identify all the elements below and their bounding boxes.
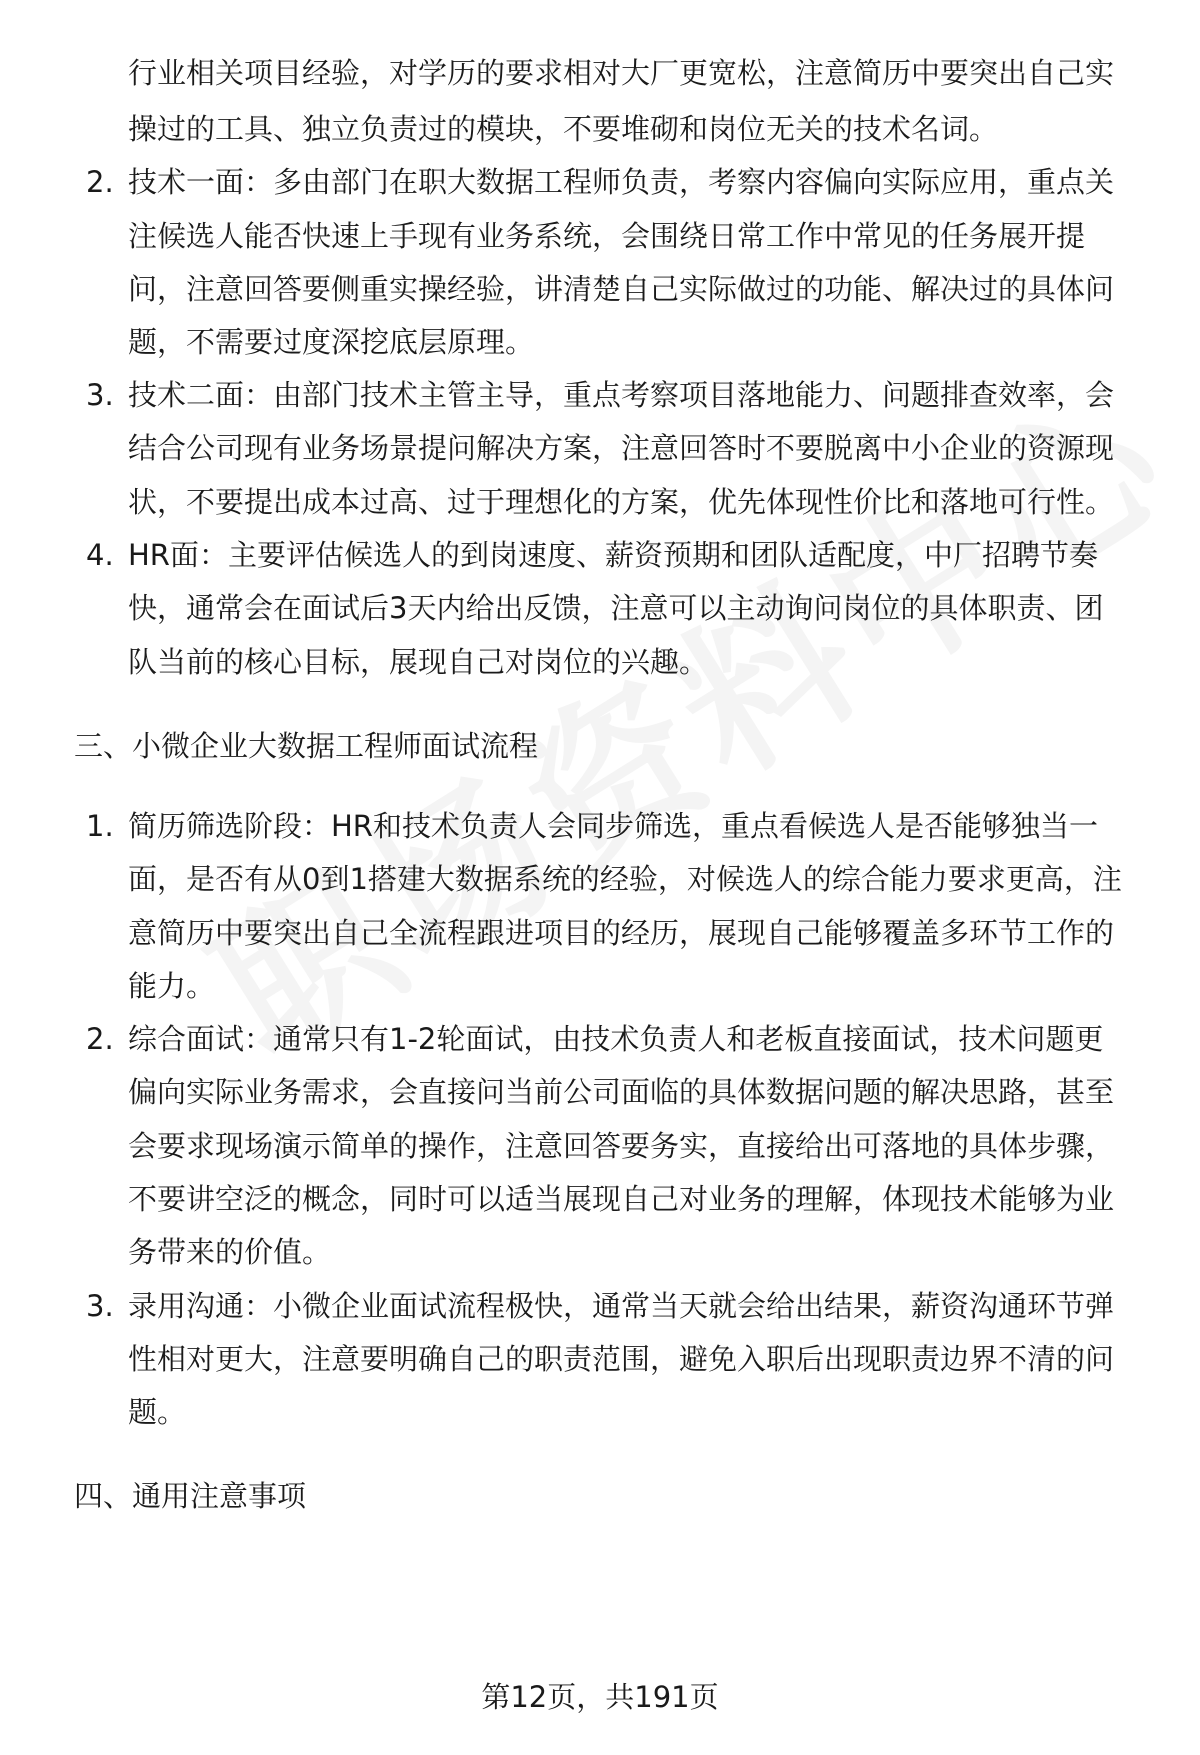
paragraph-line: 务带来的价值。	[128, 1235, 332, 1269]
paragraph-line: 性相对更大，注意要明确自己的职责范围，避免入职后出现职责边界不清的问	[128, 1342, 1115, 1376]
page-number: 第12页，共191页	[481, 1680, 719, 1714]
paragraph-line: 不要讲空泛的概念，同时可以适当展现自己对业务的理解，体现技术能够为业	[128, 1182, 1115, 1216]
paragraph-line: 技术一面：多由部门在职大数据工程师负责，考察内容偏向实际应用，重点关	[128, 165, 1115, 199]
paragraph-line: 综合面试：通常只有1-2轮面试，由技术负责人和老板直接面试，技术问题更	[128, 1022, 1104, 1056]
paragraph-line: 简历筛选阶段：HR和技术负责人会同步筛选，重点看候选人是否能够独当一	[128, 809, 1098, 843]
paragraph-line: 偏向实际业务需求，会直接问当前公司面临的具体数据问题的解决思路，甚至	[128, 1075, 1115, 1109]
paragraph-line: 录用沟通：小微企业面试流程极快，通常当天就会给出结果，薪资沟通环节弹	[128, 1289, 1115, 1323]
paragraph-line: 结合公司现有业务场景提问解决方案，注意回答时不要脱离中小企业的资源现	[128, 431, 1115, 465]
section-heading: 三、小微企业大数据工程师面试流程	[74, 729, 539, 763]
paragraph-line: 队当前的核心目标，展现自己对岗位的兴趣。	[128, 645, 709, 679]
paragraph-line: HR面：主要评估候选人的到岗速度、薪资预期和团队适配度，中厂招聘节奏	[128, 538, 1098, 572]
paragraph-line: 题。	[128, 1395, 187, 1429]
section-heading: 四、通用注意事项	[74, 1479, 307, 1513]
paragraph-line: 会要求现场演示简单的操作，注意回答要务实，直接给出可落地的具体步骤，	[128, 1129, 1115, 1163]
paragraph-line: 操过的工具、独立负责过的模块，不要堆砌和岗位无关的技术名词。	[128, 112, 999, 146]
paragraph-line: 快，通常会在面试后3天内给出反馈，注意可以主动询问岗位的具体职责、团	[128, 591, 1104, 625]
paragraph-line: 意简历中要突出自己全流程跟进项目的经历，展现自己能够覆盖多环节工作的	[128, 916, 1115, 950]
list-number: 2.	[86, 1022, 114, 1056]
list-number: 4.	[86, 538, 114, 572]
paragraph-line: 题，不需要过度深挖底层原理。	[128, 325, 535, 359]
paragraph-line: 面，是否有从0到1搭建大数据系统的经验，对候选人的综合能力要求更高，注	[128, 862, 1122, 896]
list-number: 3.	[86, 378, 114, 412]
list-number: 3.	[86, 1289, 114, 1323]
list-number: 1.	[86, 809, 114, 843]
paragraph-line: 状，不要提出成本过高、过于理想化的方案，优先体现性价比和落地可行性。	[128, 485, 1115, 519]
paragraph-line: 问，注意回答要侧重实操经验，讲清楚自己实际做过的功能、解决过的具体问	[128, 272, 1115, 306]
list-number: 2.	[86, 165, 114, 199]
paragraph-line: 能力。	[128, 969, 216, 1003]
paragraph-line: 行业相关项目经验，对学历的要求相对大厂更宽松，注意简历中要突出自己实	[128, 56, 1115, 90]
paragraph-line: 技术二面：由部门技术主管主导，重点考察项目落地能力、问题排查效率，会	[128, 378, 1115, 412]
paragraph-line: 注候选人能否快速上手现有业务系统，会围绕日常工作中常见的任务展开提	[128, 219, 1086, 253]
